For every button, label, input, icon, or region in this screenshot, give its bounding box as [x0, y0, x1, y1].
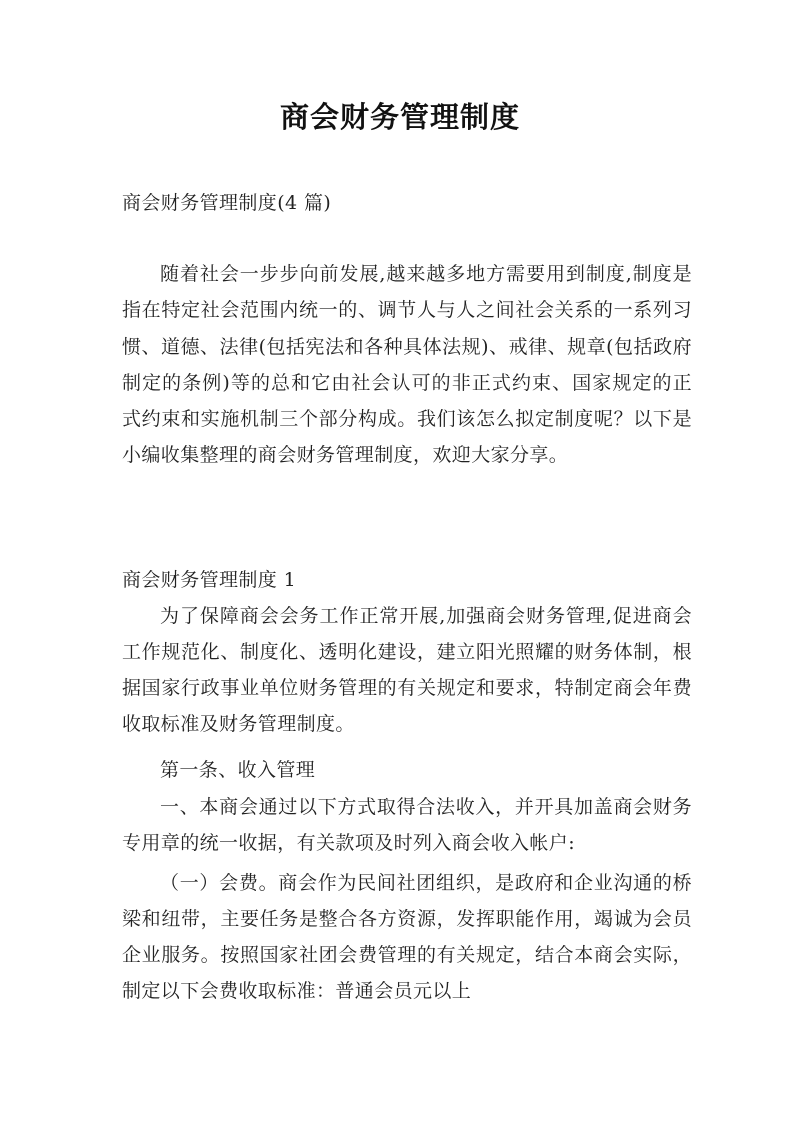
- section-heading: 商会财务管理制度 1: [122, 569, 297, 591]
- section-paragraph: 为了保障商会会务工作正常开展,加强商会财务管理,促进商会工作规范化、制度化、透明化建设，建立阳光照耀的财务体制，根据国家行政事业单位财务管理的有关规定和要求，特制定商会年费收取标准及财务管理制度。: [122, 605, 692, 735]
- intro-paragraph: 随着社会一步步向前发展,越来越多地方需要用到制度,制度是指在特定社会范围内统一的、调节人与人之间社会关系的一系列习惯、道德、法律(包括宪法和各种具体法规)、戒律、规章(包括政府制定的条例)等的总和它由社会认可的非正式约束、国家规定的正式约束和实施机制三个部分构成。我们该怎么拟定制度呢？以下是小编收集整理的商会财务管理制度，欢迎大家分享。: [122, 263, 692, 467]
- document-title: 商会财务管理制度: [279, 100, 520, 134]
- article-heading: 第一条、收入管理: [160, 759, 316, 781]
- membership-fee-paragraph: （一）会费。商会作为民间社团组织，是政府和企业沟通的桥梁和纽带，主要任务是整合各方资源，发挥职能作用，竭诚为会员企业服务。按照国家社团会费管理的有关规定，结合本商会实际，制定以下会费收取标准：普通会员元以上: [122, 872, 692, 1002]
- document-subtitle: 商会财务管理制度(4 篇): [122, 192, 332, 214]
- income-rule-paragraph: 一、本商会通过以下方式取得合法收入，并开具加盖商会财务专用章的统一收据，有关款项及时列入商会收入帐户:: [122, 796, 692, 854]
